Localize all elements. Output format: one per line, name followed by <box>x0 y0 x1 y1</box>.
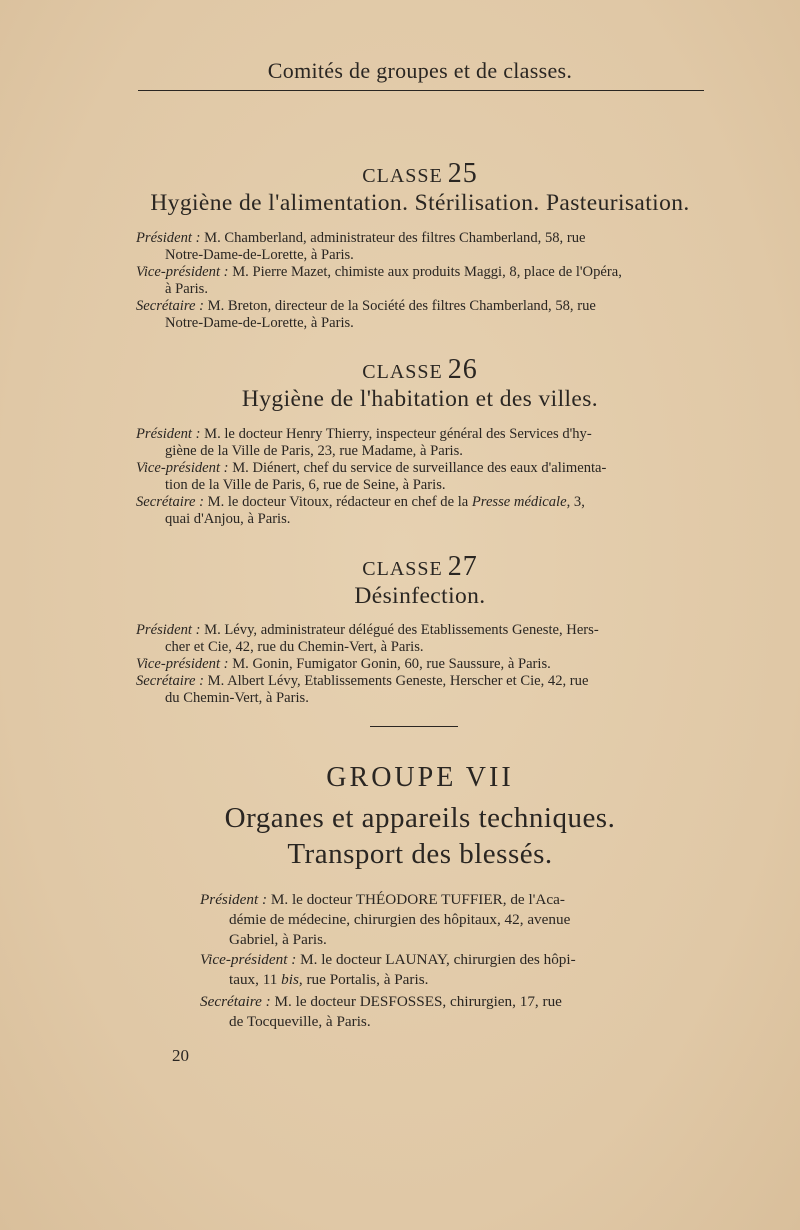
entry-text: M. le docteur DESFOSSES, chirurgien, 17, rue <box>274 993 562 1010</box>
classe-26-vice-president <box>136 460 704 494</box>
entry-text-cont: Notre-Dame-de-Lorette, à Paris. <box>165 315 354 331</box>
role-label: Président : <box>136 426 201 442</box>
classe-label: CLASSE <box>362 361 443 383</box>
classe-26-secretaire <box>136 494 704 528</box>
entry-text: M. le docteur Henry Thierry, inspecteur général des Services d'hy- <box>204 426 592 442</box>
classe-25-vice-president <box>136 264 704 298</box>
entry-text: M. le docteur Vitoux, rédacteur en chef de la <box>207 494 472 510</box>
groupe-7-president <box>200 890 642 950</box>
section-divider <box>370 726 458 727</box>
classe-25-secretaire <box>136 298 704 332</box>
classe-26-president <box>136 426 704 460</box>
entry-text: M. Lévy, administrateur délégué des Etablissements Geneste, Hers- <box>204 622 599 638</box>
classe-label: CLASSE <box>362 165 443 187</box>
page-number: 20 <box>172 1046 189 1065</box>
entry-text-cont: de Tocqueville, à Paris. <box>229 1013 371 1030</box>
classe-number: 26 <box>447 354 478 385</box>
role-label: Président : <box>136 622 201 638</box>
role-label: Secrétaire : <box>200 993 271 1010</box>
entry-text: , 3, <box>566 494 585 510</box>
entry-text: M. le docteur LAUNAY, chirurgien des hôpi- <box>300 951 576 968</box>
entry-text: M. Gonin, Fumigator Gonin, 60, rue Saussure, à Paris. <box>232 656 551 672</box>
bis-italic: bis <box>281 971 299 988</box>
entry-text-cont: Notre-Dame-de-Lorette, à Paris. <box>165 247 354 263</box>
entry-text-cont: taux, 11 <box>229 971 282 988</box>
groupe-7-subtitle-1: Organes et appareils techniques. <box>224 802 616 834</box>
header-rule <box>138 90 704 91</box>
classe-27-secretaire <box>136 673 704 707</box>
entry-text-cont: Gabriel, à Paris. <box>229 931 327 948</box>
classe-27-vice-president <box>136 656 704 673</box>
role-label: Président : <box>136 230 201 246</box>
entry-text: M. le docteur THÉODORE TUFFIER, de l'Aca- <box>270 891 565 908</box>
entry-text: M. Albert Lévy, Etablissements Geneste, Herscher et Cie, 42, rue <box>207 673 589 689</box>
role-label: Vice-président : <box>136 460 229 476</box>
journal-title: Presse médicale <box>471 494 567 510</box>
role-label: Vice-président : <box>136 264 229 280</box>
entry-text: M. Pierre Mazet, chimiste aux produits Maggi, 8, place de l'Opéra, <box>232 264 622 280</box>
entry-text-cont: du Chemin-Vert, à Paris. <box>165 690 309 706</box>
entry-text-cont: tion de la Ville de Paris, 6, rue de Seine, à Paris. <box>165 477 446 493</box>
role-label: Président : <box>200 891 268 908</box>
classe-26-subtitle: Hygiène de l'habitation et des villes. <box>241 386 599 412</box>
running-head: Comités de groupes et de classes. <box>267 58 573 83</box>
role-label: Vice-président : <box>136 656 229 672</box>
entry-text: M. Chamberland, administrateur des filtres Chamberland, 58, rue <box>204 230 586 246</box>
groupe-7-title: GROUPE VII <box>326 762 514 793</box>
entry-text-cont: à Paris. <box>165 281 208 297</box>
groupe-7-vice-president <box>200 950 642 990</box>
classe-27-subtitle: Désinfection. <box>354 583 486 609</box>
entry-text-cont: giène de la Ville de Paris, 23, rue Madame, à Paris. <box>165 443 463 459</box>
classe-label: CLASSE <box>362 558 443 580</box>
entry-text: M. Breton, directeur de la Société des filtres Chamberland, 58, rue <box>207 298 596 314</box>
role-label: Vice-président : <box>200 951 297 968</box>
classe-number: 27 <box>447 551 478 582</box>
groupe-7-secretaire <box>200 992 642 1032</box>
role-label: Secrétaire : <box>136 494 204 510</box>
classe-25-heading <box>135 158 705 190</box>
role-label: Secrétaire : <box>136 298 204 314</box>
entry-text-cont: quai d'Anjou, à Paris. <box>165 511 291 527</box>
entry-text: M. Diénert, chef du service de surveillance des eaux d'alimenta- <box>232 460 607 476</box>
classe-27-heading <box>135 551 705 583</box>
role-label: Secrétaire : <box>136 673 204 689</box>
classe-25-subtitle: Hygiène de l'alimentation. Stérilisation. Pasteurisation. <box>150 190 690 216</box>
classe-25-president <box>136 230 704 264</box>
groupe-7-subtitle-2: Transport des blessés. <box>287 838 553 870</box>
entry-text-cont: , rue Portalis, à Paris. <box>298 971 429 988</box>
entry-text-cont: cher et Cie, 42, rue du Chemin-Vert, à Paris. <box>165 639 424 655</box>
entry-text-cont: démie de médecine, chirurgien des hôpitaux, 42, avenue <box>229 911 571 928</box>
classe-26-heading <box>135 354 705 386</box>
classe-27-president <box>136 622 704 656</box>
classe-number: 25 <box>447 158 478 189</box>
